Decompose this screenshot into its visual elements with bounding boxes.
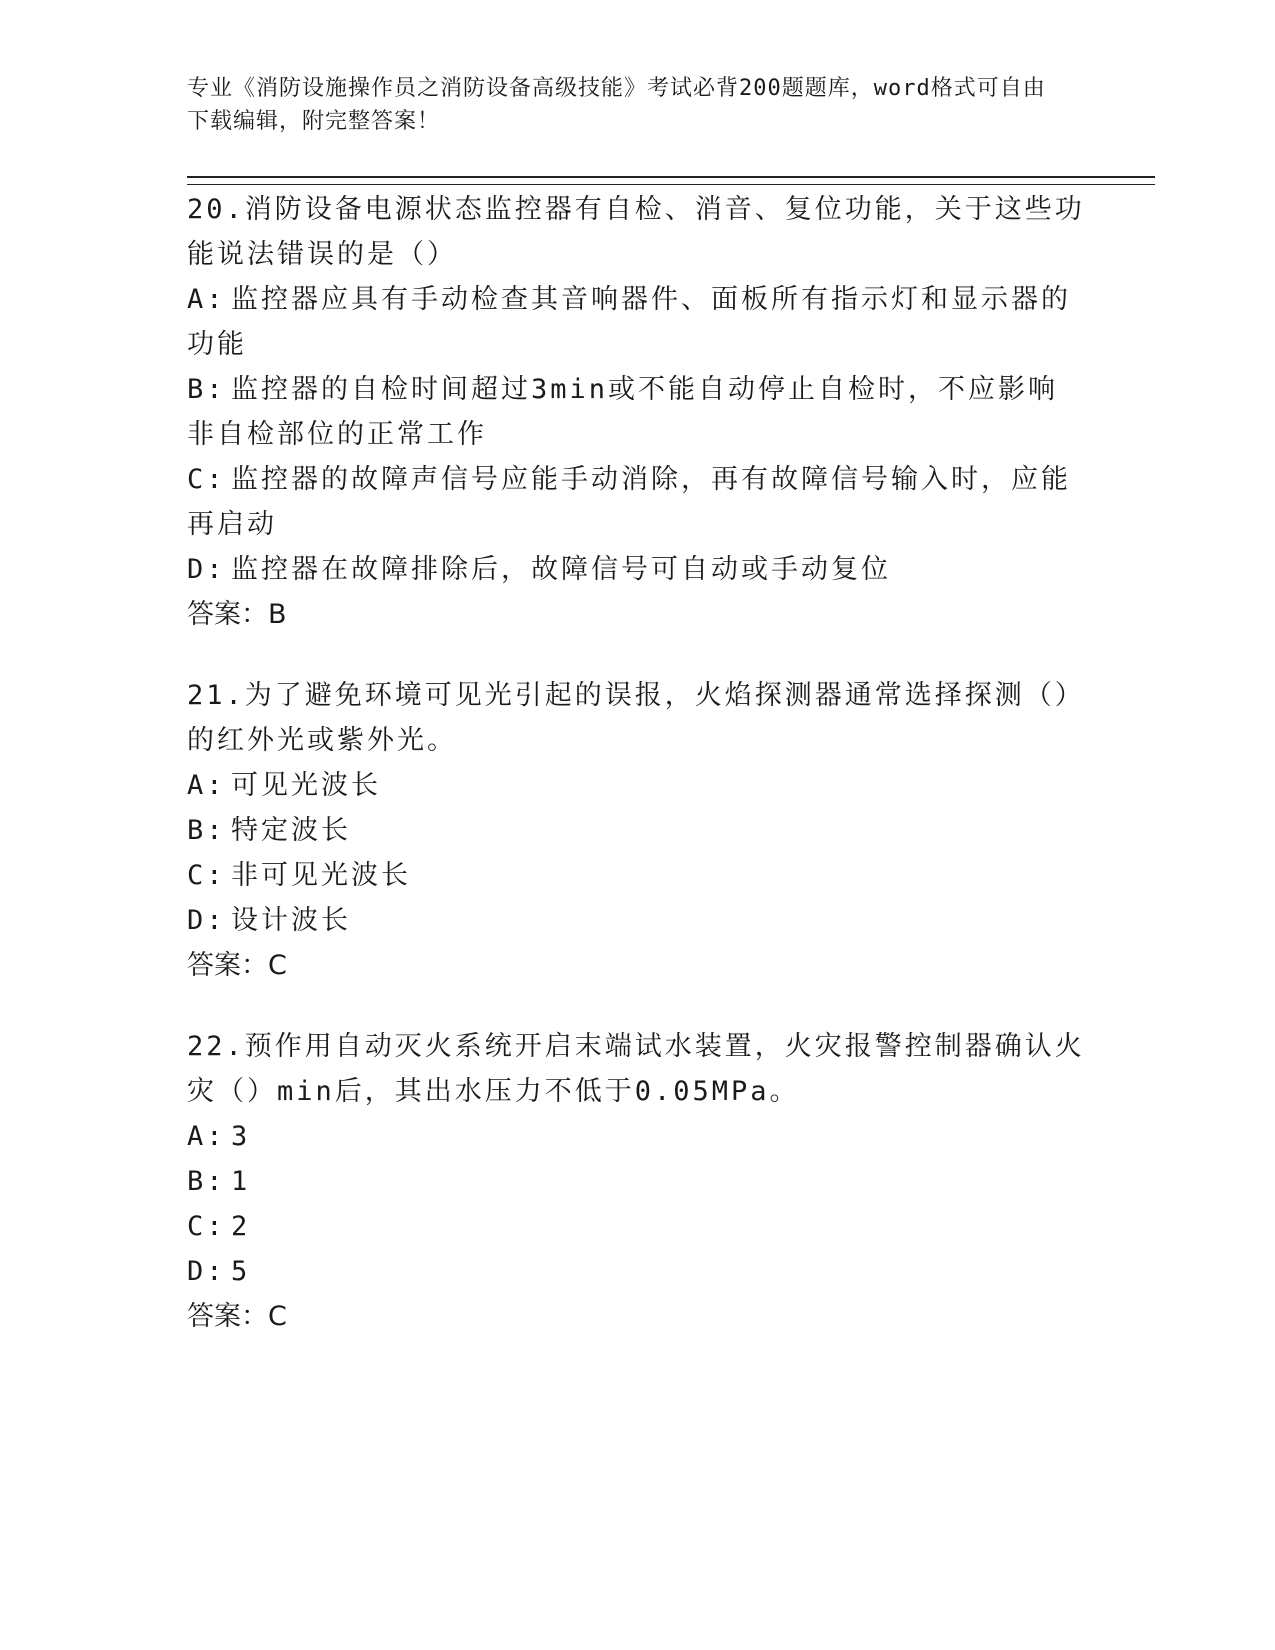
option-text: 1 xyxy=(231,1166,251,1197)
answer-line: 答案：C xyxy=(187,950,287,981)
option-letter: A: xyxy=(187,1121,226,1152)
question-text: 为了避免环境可见光引起的误报，火焰探测器通常选择探测（）的红外光或紫外光。 xyxy=(187,680,1085,756)
option-d xyxy=(187,1249,1087,1294)
option-b xyxy=(187,808,1087,853)
option-text: 监控器的故障声信号应能手动消除，再有故障信号输入时，应能再启动 xyxy=(187,464,1071,540)
option-text: 2 xyxy=(231,1211,251,1242)
option-text: 设计波长 xyxy=(231,905,351,936)
option-letter: D: xyxy=(187,905,226,936)
option-text: 5 xyxy=(231,1256,251,1287)
document-header: 专业《消防设施操作员之消防设备高级技能》考试必背200题题库，word格式可自由下载编辑，附完整答案！ xyxy=(187,76,1046,134)
question-text: 消防设备电源状态监控器有自检、消音、复位功能，关于这些功能说法错误的是（） xyxy=(187,194,1085,270)
option-letter: A: xyxy=(187,284,226,315)
option-text: 监控器的自检时间超过3min或不能自动停止自检时，不应影响非自检部位的正常工作 xyxy=(187,374,1059,450)
question-stem xyxy=(187,1024,1087,1114)
answer-line: 答案：B xyxy=(187,599,287,630)
question-22 xyxy=(187,1024,1087,1339)
option-letter: C: xyxy=(187,464,226,495)
answer-line: 答案：C xyxy=(187,1301,287,1332)
option-a xyxy=(187,1114,1087,1159)
option-text: 可见光波长 xyxy=(231,770,381,801)
option-letter: D: xyxy=(187,1256,226,1287)
question-number: 21. xyxy=(187,680,245,711)
option-text: 3 xyxy=(231,1121,251,1152)
option-letter: C: xyxy=(187,860,226,891)
option-letter: B: xyxy=(187,1166,226,1197)
option-a xyxy=(187,763,1087,808)
option-c xyxy=(187,457,1087,547)
header-divider xyxy=(187,176,1155,185)
option-letter: A: xyxy=(187,770,226,801)
option-d xyxy=(187,898,1087,943)
option-letter: B: xyxy=(187,374,226,405)
question-list xyxy=(187,187,1087,1375)
question-number: 20. xyxy=(187,194,245,225)
question-21 xyxy=(187,673,1087,988)
option-d xyxy=(187,547,1087,592)
option-text: 监控器应具有手动检查其音响器件、面板所有指示灯和显示器的功能 xyxy=(187,284,1071,360)
option-text: 监控器在故障排除后，故障信号可自动或手动复位 xyxy=(231,554,891,585)
option-text: 非可见光波长 xyxy=(231,860,411,891)
question-text: 预作用自动灭火系统开启末端试水装置，火灾报警控制器确认火灾（）min后，其出水压力不低于0.05MPa。 xyxy=(187,1031,1085,1107)
question-stem xyxy=(187,673,1087,763)
question-stem xyxy=(187,187,1087,277)
question-number: 22. xyxy=(187,1031,245,1062)
option-b xyxy=(187,367,1087,457)
option-b xyxy=(187,1159,1087,1204)
question-20 xyxy=(187,187,1087,637)
option-text: 特定波长 xyxy=(231,815,351,846)
option-c xyxy=(187,1204,1087,1249)
option-letter: C: xyxy=(187,1211,226,1242)
option-c xyxy=(187,853,1087,898)
option-letter: D: xyxy=(187,554,226,585)
option-a xyxy=(187,277,1087,367)
option-letter: B: xyxy=(187,815,226,846)
